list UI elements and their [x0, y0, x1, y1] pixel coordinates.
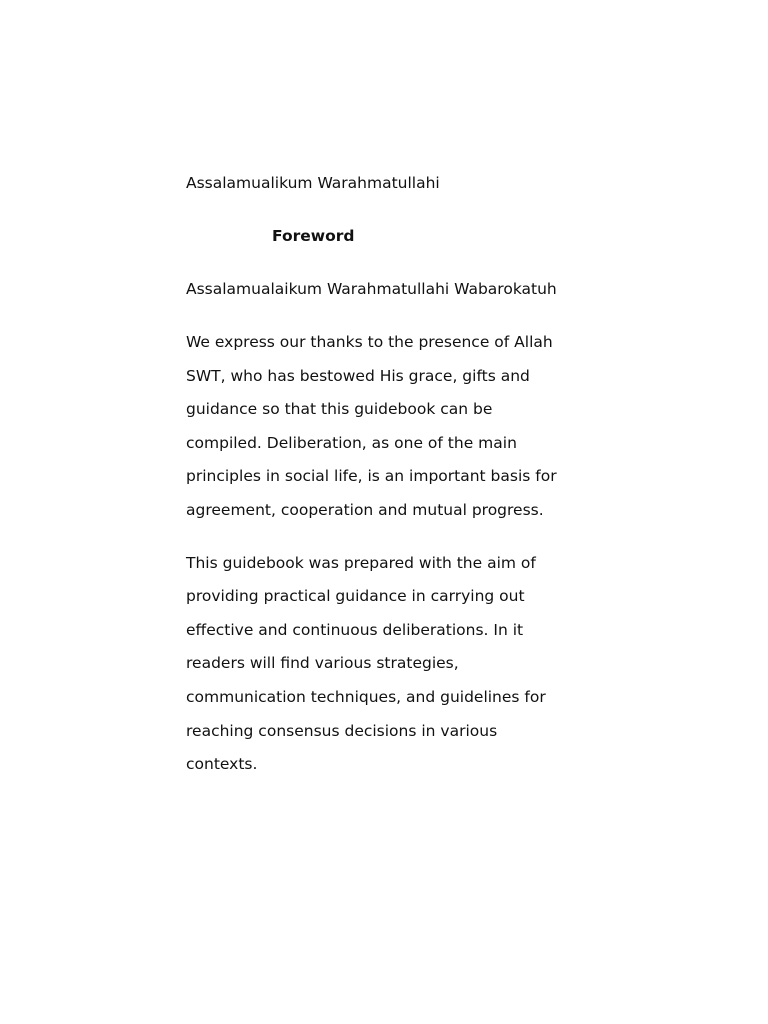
greeting-line: Assalamualaikum Warahmatullahi Wabarokatuh — [186, 280, 557, 298]
document-content — [186, 172, 586, 782]
paragraph-thanks: We express our thanks to the presence of Allah SWT, who has bestowed His grace, gifts and guidance so that this guidebook can be compiled. Deliberation, as one of the main principles in social life, is an important basis for agreement, cooperation and mutual progress. — [186, 333, 557, 519]
opening-salutation: Assalamualikum Warahmatullahi — [186, 174, 440, 192]
page-title: Foreword — [272, 227, 355, 245]
paragraph-purpose: This guidebook was prepared with the aim of providing practical guidance in carrying out effective and continuous deliberations. In it readers will find various strategies, communication techniques, and guidelines for reaching consensus decisions in various contexts. — [186, 553, 546, 774]
